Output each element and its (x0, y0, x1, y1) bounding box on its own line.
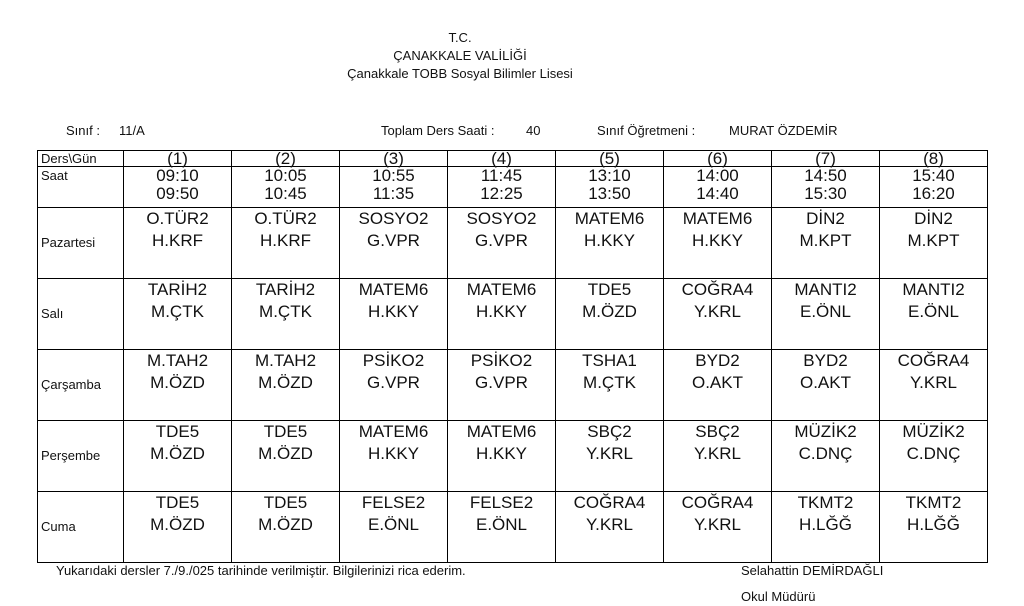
teacher-code: H.KKY (367, 444, 420, 463)
teacher-code: H.KRF (260, 231, 311, 250)
course-code: MANTI2 (902, 280, 965, 299)
class-label: Sınıf : (66, 123, 100, 138)
course-code: FELSE2 (469, 493, 534, 512)
period-time-cell (340, 167, 448, 208)
course-code: COĞRA4 (681, 493, 754, 512)
lesson-cell (664, 279, 772, 350)
day-row (38, 421, 988, 492)
course-code: MÜZİK2 (794, 422, 857, 441)
teacher-code: C.DNÇ (798, 444, 853, 463)
teacher-code: M.ÇTK (583, 373, 636, 392)
course-code: TDE5 (155, 493, 200, 512)
lesson-cell (556, 208, 664, 279)
teacher-code: H.KKY (367, 302, 420, 321)
day-row (38, 350, 988, 421)
lesson-cell (448, 208, 556, 279)
period-time-cell (772, 167, 880, 208)
teacher-code: E.ÖNL (475, 515, 528, 534)
period-number-row (38, 151, 988, 167)
teacher-code: M.ÖZD (150, 444, 205, 463)
lesson-cell (124, 208, 232, 279)
day-row (38, 279, 988, 350)
lesson-cell (340, 279, 448, 350)
period-time-cell (664, 167, 772, 208)
period-end-time: 10:45 (264, 184, 307, 203)
class-value: 11/A (119, 123, 145, 138)
lesson-cell (340, 350, 448, 421)
period-start-time: 10:55 (372, 166, 415, 185)
lesson-cell (340, 492, 448, 563)
period-number: (1) (124, 151, 232, 167)
course-code: TARİH2 (147, 280, 208, 299)
course-code: TDE5 (263, 493, 308, 512)
teacher-code: Y.KRL (910, 373, 957, 392)
day-row (38, 492, 988, 563)
lesson-cell (772, 492, 880, 563)
period-number: (2) (232, 151, 340, 167)
signer-name: Selahattin DEMİRDAĞLI (741, 563, 884, 578)
lesson-cell (124, 492, 232, 563)
course-code: TARİH2 (255, 280, 316, 299)
period-time-cell (232, 167, 340, 208)
day-label: Çarşamba (38, 350, 124, 421)
course-code: MANTI2 (794, 280, 857, 299)
total-hours-label: Toplam Ders Saati : (381, 123, 495, 138)
teacher-code: M.ÖZD (150, 515, 205, 534)
course-code: TKMT2 (797, 493, 854, 512)
course-code: MÜZİK2 (902, 422, 965, 441)
course-code: TDE5 (263, 422, 308, 441)
lesson-cell (664, 350, 772, 421)
period-end-time: 16:20 (912, 184, 955, 203)
course-code: DİN2 (914, 209, 953, 228)
footer-note: Yukarıdaki dersler 7./9./025 tarihinde verilmiştir. Bilgilerinizi rica ederim. (56, 563, 466, 578)
teacher-code: G.VPR (475, 231, 528, 250)
teacher-code: M.ÖZD (258, 515, 313, 534)
teacher-code: H.KKY (583, 231, 636, 250)
lesson-cell (556, 492, 664, 563)
teacher-code: M.ÖZD (582, 302, 637, 321)
lesson-cell (772, 208, 880, 279)
course-code: DİN2 (806, 209, 845, 228)
period-end-time: 12:25 (480, 184, 523, 203)
course-code: SBÇ2 (587, 422, 632, 441)
lesson-cell (340, 421, 448, 492)
course-code: SOSYO2 (358, 209, 429, 228)
period-time-cell (124, 167, 232, 208)
lesson-cell (664, 421, 772, 492)
teacher-code: M.ÖZD (258, 373, 313, 392)
lesson-cell (880, 492, 988, 563)
lesson-cell (232, 492, 340, 563)
period-number: (3) (340, 151, 448, 167)
lesson-cell (556, 279, 664, 350)
period-start-time: 10:05 (264, 166, 307, 185)
lesson-cell (772, 350, 880, 421)
course-code: MATEM6 (358, 422, 429, 441)
lesson-cell (880, 208, 988, 279)
period-end-time: 09:50 (156, 184, 199, 203)
period-start-time: 14:00 (696, 166, 739, 185)
course-code: MATEM6 (466, 422, 537, 441)
lesson-cell (880, 350, 988, 421)
course-code: SOSYO2 (466, 209, 537, 228)
teacher-code: Y.KRL (694, 302, 741, 321)
header-line-1: T.C. (448, 30, 472, 45)
teacher-code: H.LĞĞ (799, 515, 852, 534)
teacher-code: Y.KRL (586, 515, 633, 534)
time-row (38, 167, 988, 208)
course-code: MATEM6 (466, 280, 537, 299)
teacher-code: C.DNÇ (906, 444, 961, 463)
course-code: O.TÜR2 (146, 209, 209, 228)
day-row (38, 208, 988, 279)
lesson-cell (448, 279, 556, 350)
teacher-code: M.KPT (799, 231, 852, 250)
course-code: BYD2 (803, 351, 848, 370)
lesson-cell (232, 208, 340, 279)
teacher-code: G.VPR (367, 373, 420, 392)
lesson-cell (772, 421, 880, 492)
lesson-cell (124, 421, 232, 492)
teacher-code: O.AKT (691, 373, 743, 392)
course-code: FELSE2 (361, 493, 426, 512)
period-number: (6) (664, 151, 772, 167)
course-code: TKMT2 (905, 493, 962, 512)
lesson-cell (124, 279, 232, 350)
period-time-cell (556, 167, 664, 208)
teacher-code: E.ÖNL (367, 515, 420, 534)
lesson-cell (124, 350, 232, 421)
course-code: SBÇ2 (695, 422, 740, 441)
period-number: (7) (772, 151, 880, 167)
period-number: (5) (556, 151, 664, 167)
lesson-cell (772, 279, 880, 350)
lesson-cell (664, 208, 772, 279)
period-start-time: 11:45 (480, 166, 523, 185)
course-code: MATEM6 (358, 280, 429, 299)
lesson-cell (448, 350, 556, 421)
time-label: Saat (38, 167, 124, 208)
lesson-cell (556, 350, 664, 421)
lesson-cell (340, 208, 448, 279)
teacher-code: H.KKY (475, 302, 528, 321)
period-end-time: 11:35 (372, 184, 415, 203)
period-end-time: 13:50 (588, 184, 631, 203)
period-end-time: 14:40 (696, 184, 739, 203)
teacher-code: Y.KRL (586, 444, 633, 463)
teacher-code: H.KKY (475, 444, 528, 463)
period-start-time: 13:10 (588, 166, 631, 185)
header-line-2: ÇANAKKALE VALİLİĞİ (393, 48, 527, 63)
signer-title: Okul Müdürü (741, 589, 816, 604)
teacher-code: G.VPR (475, 373, 528, 392)
course-code: PSİKO2 (470, 351, 533, 370)
teacher-code: M.ÖZD (258, 444, 313, 463)
teacher-code: H.LĞĞ (907, 515, 960, 534)
teacher-code: M.ÇTK (151, 302, 204, 321)
period-time-cell (448, 167, 556, 208)
lesson-cell (880, 421, 988, 492)
teacher-code: M.ÖZD (150, 373, 205, 392)
period-time-cell (880, 167, 988, 208)
teacher-code: M.ÇTK (259, 302, 312, 321)
course-code: TDE5 (155, 422, 200, 441)
teacher-code: H.KKY (691, 231, 744, 250)
teacher-code: E.ÖNL (799, 302, 852, 321)
class-teacher-value: MURAT ÖZDEMİR (729, 123, 838, 138)
teacher-code: E.ÖNL (907, 302, 960, 321)
course-code: BYD2 (695, 351, 740, 370)
course-code: MATEM6 (574, 209, 645, 228)
course-code: COĞRA4 (573, 493, 646, 512)
teacher-code: O.AKT (799, 373, 851, 392)
course-code: TSHA1 (582, 351, 637, 370)
corner-label: Ders\Gün (38, 151, 124, 167)
course-code: MATEM6 (682, 209, 753, 228)
day-label: Salı (38, 279, 124, 350)
period-number: (4) (448, 151, 556, 167)
schedule-table (37, 150, 988, 563)
teacher-code: H.KRF (152, 231, 203, 250)
teacher-code: Y.KRL (694, 515, 741, 534)
lesson-cell (556, 421, 664, 492)
period-number: (8) (880, 151, 988, 167)
lesson-cell (448, 421, 556, 492)
course-code: M.TAH2 (146, 351, 209, 370)
day-label: Cuma (38, 492, 124, 563)
course-code: TDE5 (587, 280, 632, 299)
lesson-cell (664, 492, 772, 563)
teacher-code: Y.KRL (694, 444, 741, 463)
course-code: COĞRA4 (681, 280, 754, 299)
lesson-cell (232, 421, 340, 492)
course-code: O.TÜR2 (254, 209, 317, 228)
teacher-code: G.VPR (367, 231, 420, 250)
lesson-cell (880, 279, 988, 350)
period-start-time: 15:40 (912, 166, 955, 185)
course-code: COĞRA4 (897, 351, 970, 370)
period-start-time: 14:50 (804, 166, 847, 185)
course-code: PSİKO2 (362, 351, 425, 370)
period-start-time: 09:10 (156, 166, 199, 185)
lesson-cell (232, 350, 340, 421)
lesson-cell (232, 279, 340, 350)
day-label: Pazartesi (38, 208, 124, 279)
header-line-3: Çanakkale TOBB Sosyal Bilimler Lisesi (347, 66, 573, 81)
total-hours-value: 40 (526, 123, 541, 138)
class-teacher-label: Sınıf Öğretmeni : (597, 123, 696, 138)
teacher-code: M.KPT (907, 231, 960, 250)
lesson-cell (448, 492, 556, 563)
course-code: M.TAH2 (254, 351, 317, 370)
day-label: Perşembe (38, 421, 124, 492)
period-end-time: 15:30 (804, 184, 847, 203)
